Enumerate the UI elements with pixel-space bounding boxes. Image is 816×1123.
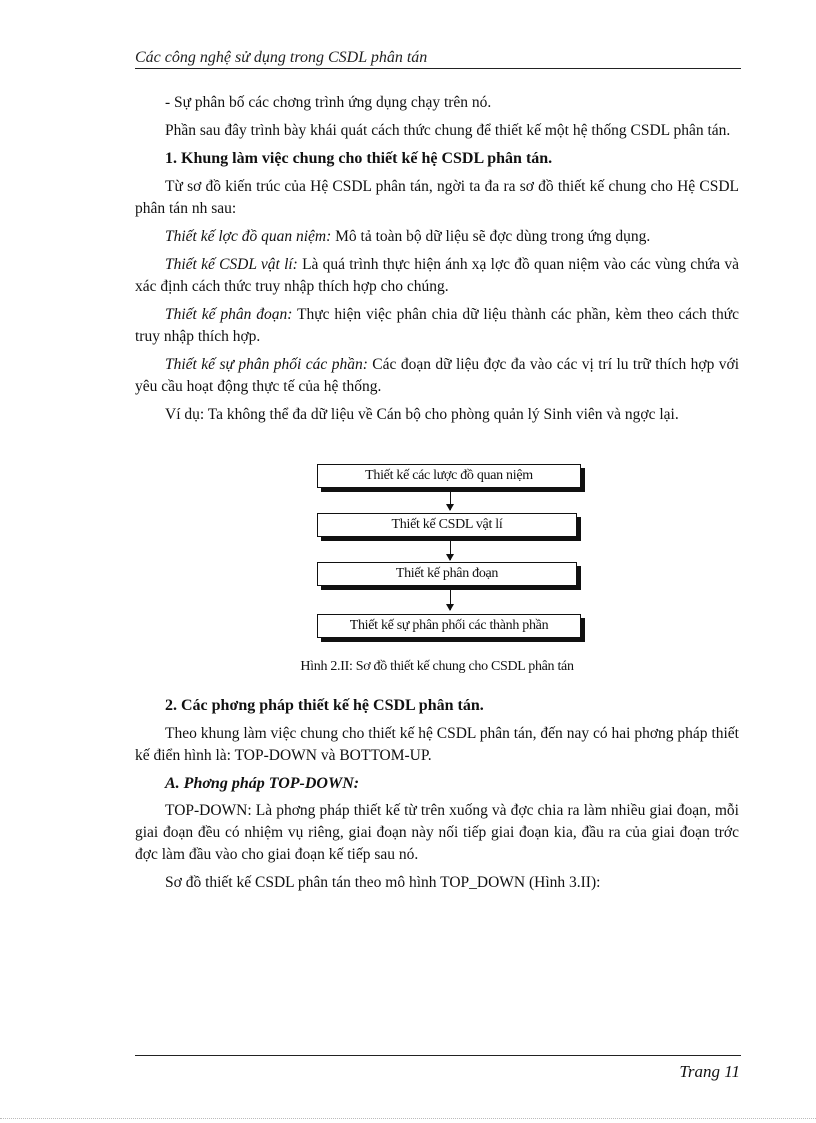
- paragraph-top-down: TOP-DOWN: Là phơng pháp thiết kế từ trên xuống và đợc chia ra làm nhiều giai đoạn, mỗi giai đoạn đều có nhiệm vụ riêng, giai đoạn này nối tiếp giai đoạn kia, đầu ra của giai đoạn trớc đợc làm đầu vào cho giai đoạn kế tiếp sau nó.: [135, 802, 739, 863]
- page-edge-divider: [0, 1118, 816, 1119]
- heading-framework: 1. Khung làm việc chung cho thiết kế hệ CSDL phân tán.: [165, 150, 553, 167]
- paragraph-conceptual: [135, 226, 739, 248]
- term-conceptual: Thiết kế lợc đồ quan niệm:: [165, 228, 332, 245]
- document-body: [135, 92, 739, 900]
- paragraph-methods: Theo khung làm việc chung cho thiết kế hệ CSDL phân tán, đến nay có hai phơng pháp thiết kế điển hình là: TOP-DOWN và BOTTOM-UP.: [135, 725, 739, 764]
- flow-arrow-3: [450, 586, 451, 610]
- flow-box-conceptual: Thiết kế các lược đồ quan niệm: [317, 464, 581, 488]
- footer-divider: [135, 1055, 741, 1056]
- paragraph-intro: Phần sau đây trình bày khái quát cách thức chung để thiết kế một hệ thống CSDL phân tán.: [165, 122, 731, 139]
- heading-top-down: A. Phơng pháp TOP-DOWN:: [165, 775, 360, 792]
- text-conceptual: Mô tả toàn bộ dữ liệu sẽ đợc dùng trong ứng dụng.: [331, 228, 651, 245]
- paragraph-top-down-diagram: Sơ đồ thiết kế CSDL phân tán theo mô hình TOP_DOWN (Hình 3.II):: [165, 874, 601, 891]
- term-physical: Thiết kế CSDL vật lí:: [165, 256, 298, 273]
- term-allocation: Thiết kế sự phân phối các phần:: [165, 356, 368, 373]
- paragraph-framework: Từ sơ đồ kiến trúc của Hệ CSDL phân tán, ngời ta đa ra sơ đồ thiết kế chung cho Hệ CSDL phân tán nh sau:: [135, 178, 739, 217]
- flow-box-fragmentation: Thiết kế phân đoạn: [317, 562, 577, 586]
- paragraph-fragmentation: [135, 304, 739, 348]
- term-fragmentation: Thiết kế phân đoạn:: [165, 306, 293, 323]
- paragraph-physical: [135, 254, 739, 298]
- flow-arrow-1: [450, 488, 451, 510]
- heading-methods: 2. Các phơng pháp thiết kế hệ CSDL phân tán.: [165, 697, 484, 714]
- paragraph-allocation: [135, 354, 739, 398]
- text-fragmentation: Thực hiện việc phân chia dữ liệu thành các phần, kèm theo cách thức truy nhập thích hợp.: [135, 306, 739, 345]
- text-allocation: Các đoạn dữ liệu đợc đa vào các vị trí lu trữ thích hợp với yêu cầu hoạt động thực tế của hệ thống.: [135, 356, 739, 395]
- figure-caption: Hình 2.II: Sơ đồ thiết kế chung cho CSDL phân tán: [300, 659, 574, 674]
- flow-box-allocation: Thiết kế sự phân phối các thành phần: [317, 614, 581, 638]
- page-header: Các công nghệ sử dụng trong CSDL phân tán: [135, 49, 741, 69]
- text-physical: Là quá trình thực hiện ánh xạ lợc đồ quan niệm vào các vùng chứa và xác định cách thức truy nhập thích hợp cho chúng.: [135, 256, 739, 295]
- flow-box-physical: Thiết kế CSDL vật lí: [317, 513, 577, 537]
- design-flow-diagram: [135, 464, 739, 674]
- paragraph-example: Ví dụ: Ta không thể đa dữ liệu về Cán bộ cho phòng quản lý Sinh viên và ngợc lại.: [165, 406, 679, 423]
- flow-arrow-2: [450, 537, 451, 560]
- page-number: Trang 11: [679, 1062, 740, 1081]
- paragraph-distribution: - Sự phân bố các chơng trình ứng dụng chạy trên nó.: [165, 94, 492, 111]
